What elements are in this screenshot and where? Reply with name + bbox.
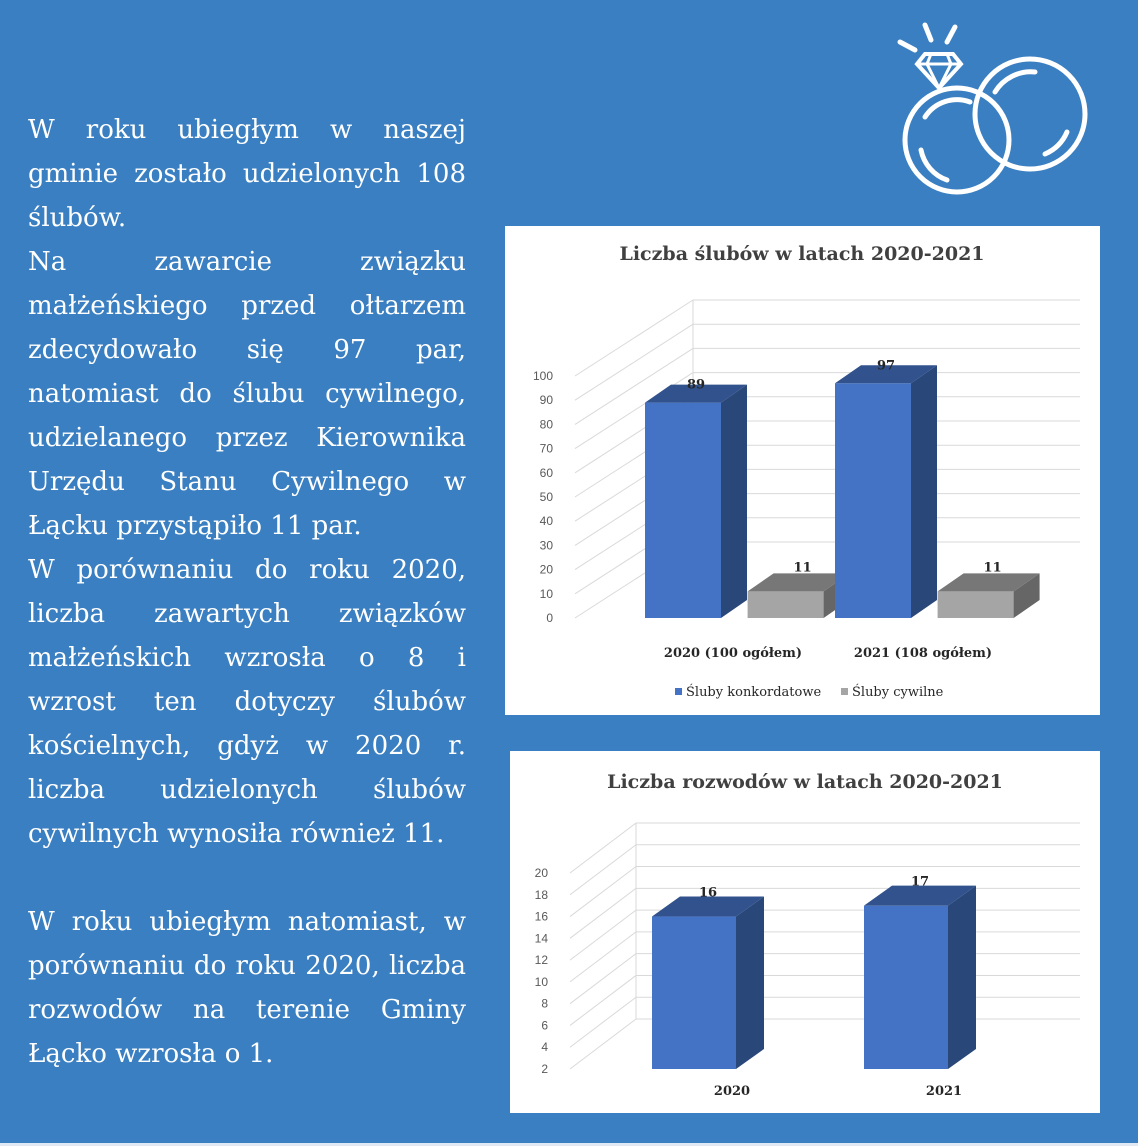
y-tick-label: 20 [534,866,548,880]
gridline-side [570,910,636,960]
text-line: Łącko wzrosła o 1. [28,1039,274,1069]
gridline-side [570,1019,636,1069]
bar-side [948,886,976,1069]
description-text [28,108,466,1076]
bar-front [835,383,911,618]
gridline-side [570,867,636,917]
text-line: małżeńskiego przed ołtarzem [28,291,466,321]
y-tick-label: 70 [539,441,553,456]
text-line: Urzędu Stanu Cywilnego w [28,467,466,497]
divorces-chart [510,751,1100,1113]
y-tick-label: 12 [534,953,548,968]
weddings-chart [505,226,1100,715]
gridline-side [570,997,636,1047]
bar-side [911,365,937,618]
gridline-side [575,300,693,376]
text-line: liczba udzielonych ślubów [28,775,466,805]
data-label: 97 [876,358,896,374]
category-label: 2020 [713,1084,751,1099]
gridline-side [570,888,636,938]
y-tick-label: 90 [539,393,553,408]
category-label: 2021 [925,1084,963,1099]
text-line: cywilnych wynosiła również 11. [28,819,445,849]
y-tick-label: 30 [539,538,553,553]
y-tick-label: 60 [539,465,553,480]
y-tick-label: 16 [534,909,548,924]
gridline-side [570,954,636,1004]
legend-item [841,683,944,700]
bar-side [736,897,764,1069]
y-tick-label: 50 [539,490,553,504]
y-tick-label: 6 [541,1018,548,1033]
text-line: W roku ubiegłym natomiast, w [28,907,466,937]
bar [645,385,747,618]
y-tick-label: 40 [539,514,553,529]
y-tick-label: 20 [539,562,553,577]
gridline-side [570,823,636,873]
gridline-side [570,975,636,1025]
text-line: udzielanego przez Kierownika [28,423,466,453]
text-line: małżeńskich wzrosła o 8 i [28,643,466,673]
y-tick-label: 18 [534,887,548,902]
legend-label: Śluby cywilne [852,685,944,700]
text-line: W roku ubiegłym w naszej [28,115,466,145]
bar [748,573,850,618]
data-label: 11 [983,560,1002,576]
data-label: 89 [686,377,706,393]
bar-front [652,917,736,1069]
y-tick-label: 4 [541,1040,548,1055]
bar [652,897,764,1069]
bar [864,886,976,1069]
legend-swatch [675,688,682,695]
bar-front [864,906,948,1069]
bar-front [748,591,824,618]
data-label: 17 [910,874,930,890]
category-label: 2020 (100 ogółem) [663,646,803,661]
text-line: liczba zawartych związków [28,599,466,629]
bar-front [645,403,721,618]
text-line: ślubów. [28,203,127,233]
y-tick-label: 0 [546,611,553,625]
text-line: zdecydowało się 97 par, [28,335,466,365]
legend-label: Śluby konkordatowe [686,685,822,700]
text-line: kościelnych, gdyż w 2020 r. [28,731,466,761]
text-line: natomiast do ślubu cywilnego, [28,379,466,409]
data-label: 16 [698,885,718,901]
text-line: gminie zostało udzielonych 108 [28,159,466,189]
bar [938,573,1040,618]
y-tick-label: 80 [539,417,553,432]
weddings-chart-panel [505,226,1100,715]
legend-swatch [841,688,848,695]
chart-title: Liczba rozwodów w latach 2020-2021 [607,771,1003,793]
text-line: porównaniu do roku 2020, liczba [28,951,466,981]
y-tick-label: 100 [532,369,553,383]
bar-side [721,385,747,618]
y-tick-label: 8 [541,996,548,1011]
bar [835,365,937,618]
y-tick-label: 14 [534,931,548,946]
gridline-side [570,845,636,895]
text-line: Łącku przystąpiło 11 par. [28,511,362,541]
text-line: wzrost ten dotyczy ślubów [28,687,466,717]
gridlines [570,823,1080,1069]
divorces-chart-panel [510,751,1100,1113]
y-tick-label: 2 [541,1062,548,1076]
text-line: Na zawarcie związku [28,247,466,277]
data-label: 11 [793,560,812,576]
chart-title: Liczba ślubów w latach 2020-2021 [619,243,985,265]
y-tick-label: 10 [539,586,553,601]
y-tick-label: 10 [534,974,548,989]
text-line: W porównaniu do roku 2020, [28,555,466,585]
text-line: rozwodów na terenie Gminy [28,995,466,1025]
category-label: 2021 (108 ogółem) [853,646,993,661]
bar-front [938,591,1014,618]
wedding-rings-icon [895,22,1095,197]
paragraph-gap [28,856,466,900]
legend-item [675,683,821,700]
gridline-side [570,932,636,982]
